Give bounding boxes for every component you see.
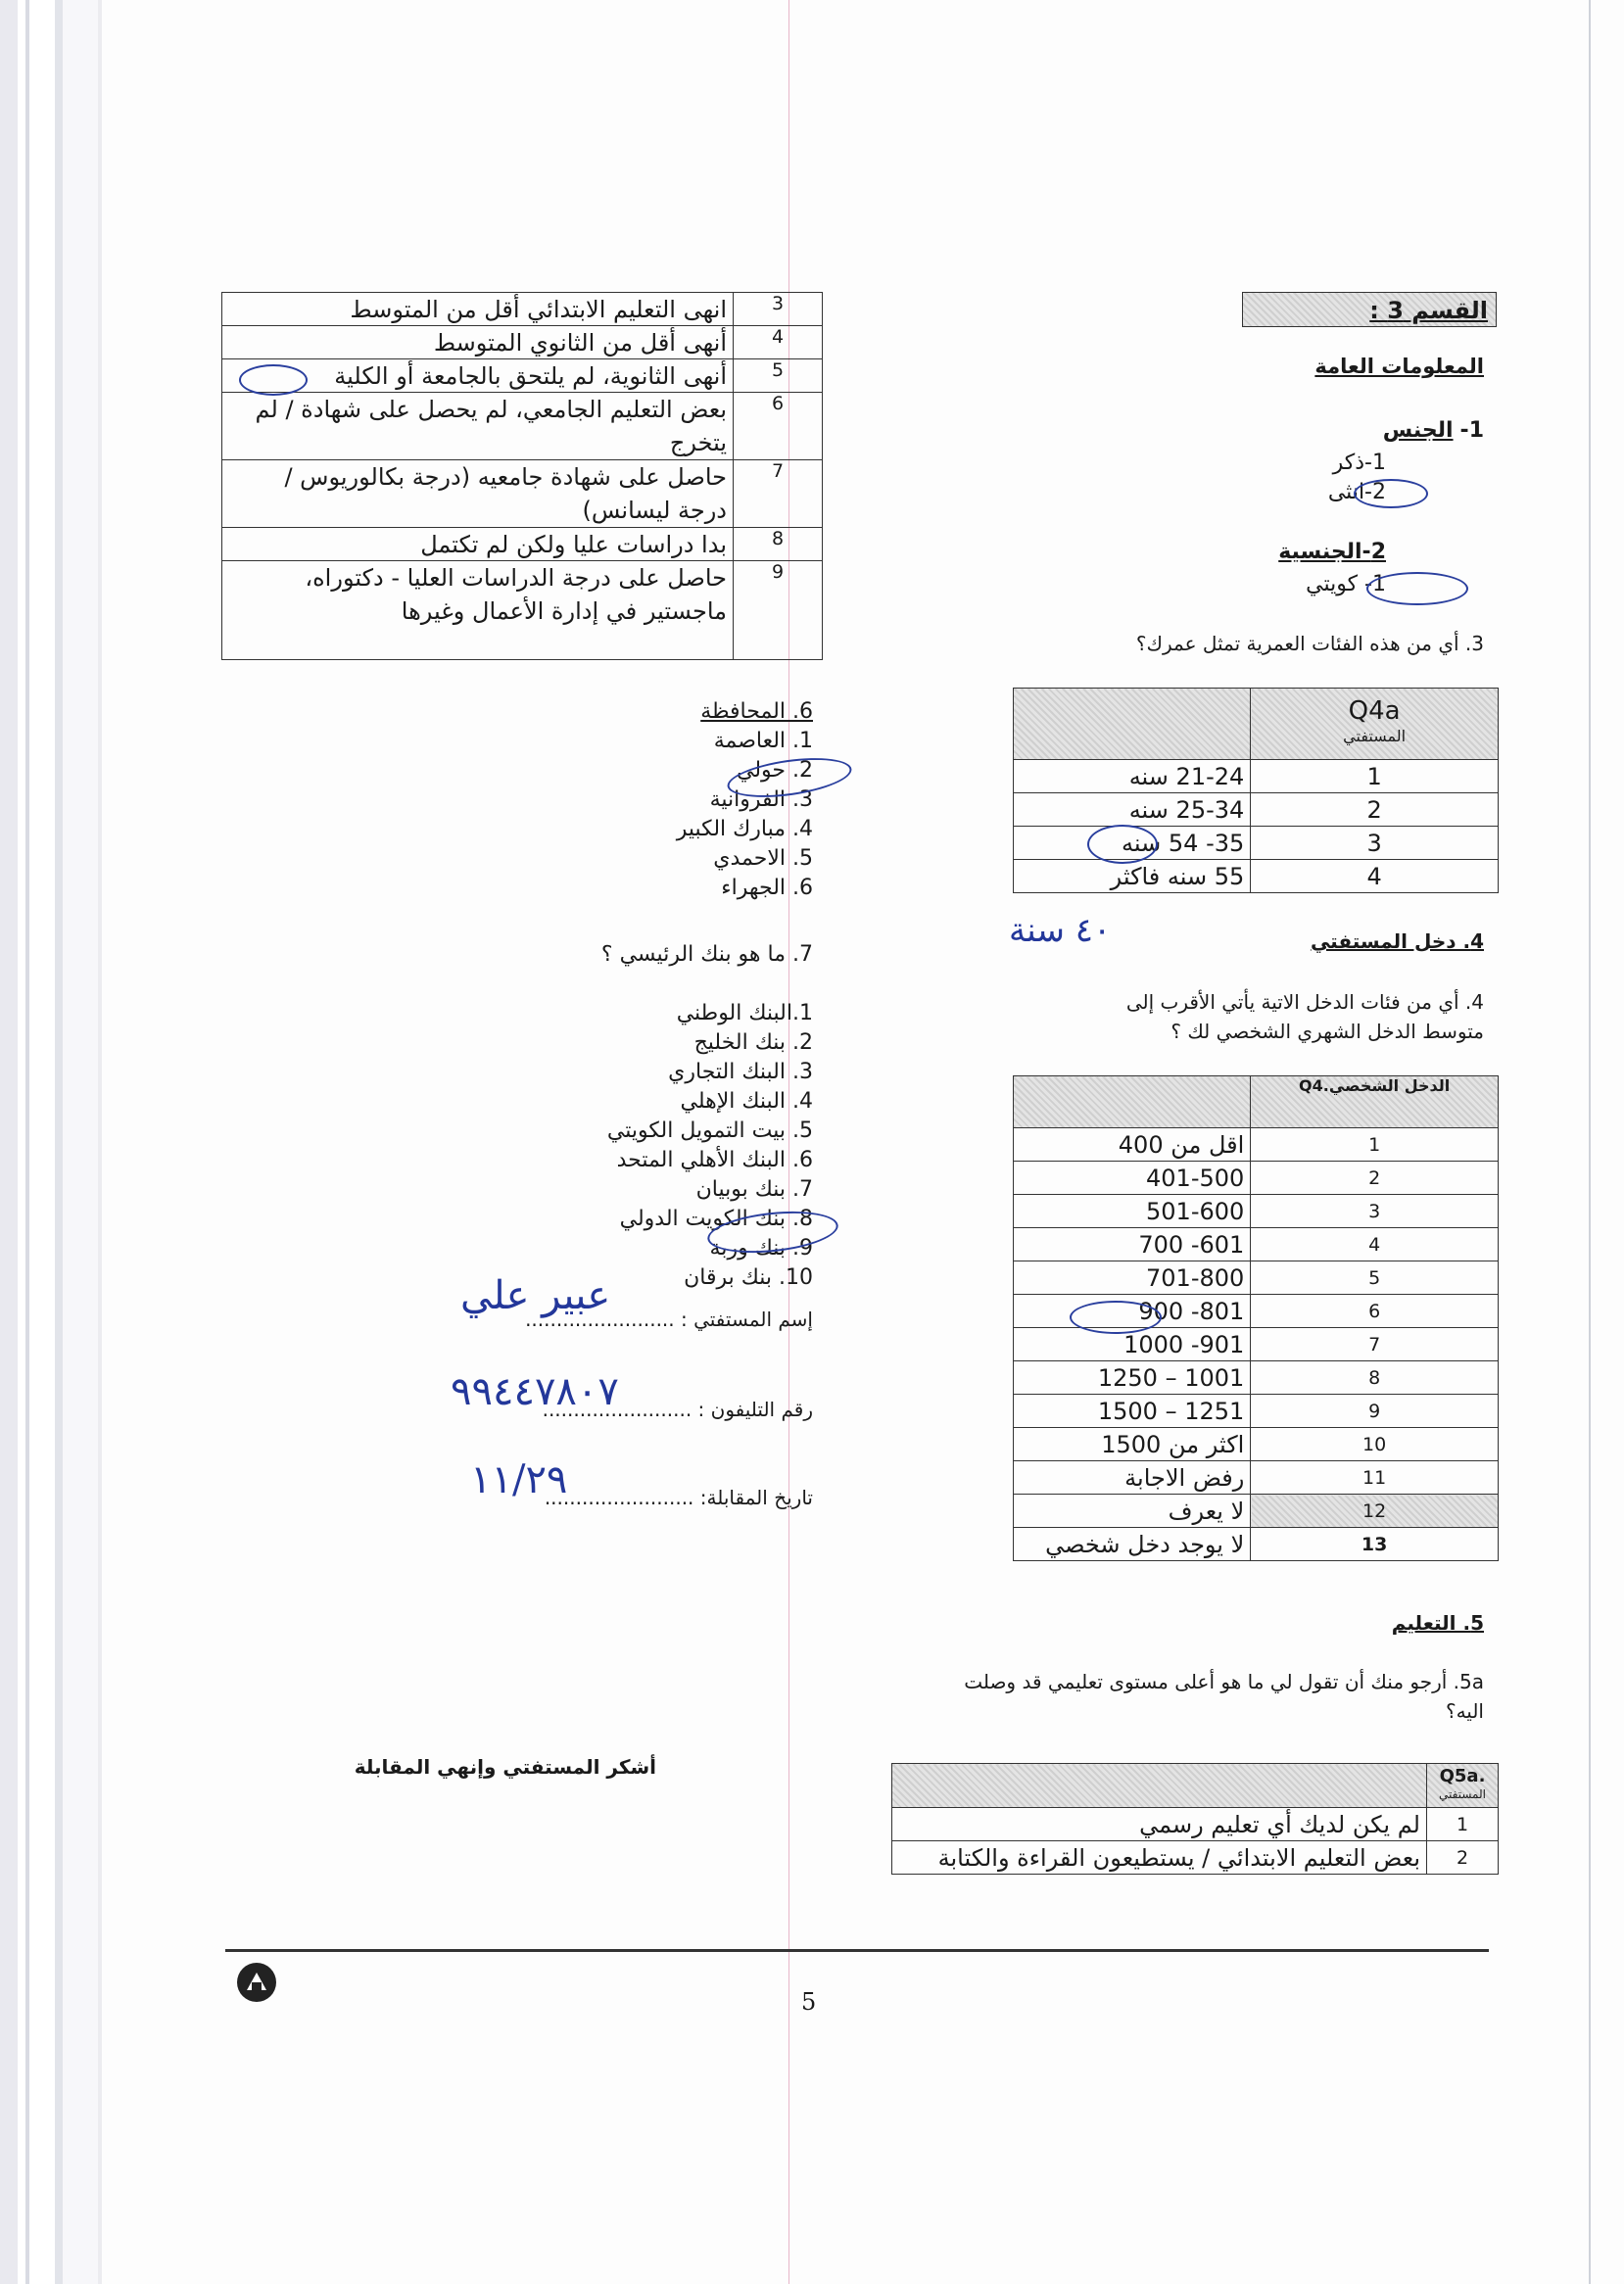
table-row[interactable] bbox=[1014, 1428, 1499, 1461]
q6-option[interactable]: 4. مبارك الكبير bbox=[676, 817, 813, 841]
edu-row-code: 4 bbox=[734, 326, 823, 359]
income-table-header bbox=[1014, 1076, 1499, 1128]
q1-label: الجنس bbox=[1382, 418, 1454, 443]
table-row[interactable] bbox=[1014, 1361, 1499, 1395]
q4-text-line2: متوسط الدخل الشهري الشخصي لك ؟ bbox=[1170, 1020, 1484, 1043]
table-row[interactable] bbox=[1014, 760, 1499, 793]
q6-option[interactable]: 5. الاحمدي bbox=[713, 846, 813, 871]
section-title-text: القسم 3 : bbox=[1369, 297, 1488, 324]
q5-text-line2: اليه؟ bbox=[1445, 1699, 1484, 1723]
table-row[interactable] bbox=[1014, 1395, 1499, 1428]
age-table-header bbox=[1014, 689, 1499, 760]
income-row-label: 1001 – 1250 bbox=[1014, 1361, 1251, 1395]
table-row[interactable] bbox=[1014, 1228, 1499, 1261]
income-row-label: لا يعرف bbox=[1014, 1495, 1251, 1528]
age-header-sub: المستفتي bbox=[1343, 727, 1407, 745]
table-row[interactable] bbox=[1014, 1195, 1499, 1228]
income-row-label: 901- 1000 bbox=[1014, 1328, 1251, 1361]
q6-block bbox=[549, 697, 813, 903]
income-row-label: رفض الاجابة bbox=[1014, 1461, 1251, 1495]
edu-row-label: بعض التعليم الجامعي، لم يحصل على شهادة / لم يتخرج bbox=[222, 393, 734, 460]
q7-option[interactable]: 3. البنك التجاري bbox=[668, 1060, 813, 1084]
q7-option[interactable]: 1.البنك الوطني bbox=[676, 1001, 813, 1025]
table-row[interactable] bbox=[1014, 1261, 1499, 1295]
income-row-label: 801- 900 bbox=[1014, 1295, 1251, 1328]
q7-label: 7. ما هو بنك الرئيسي ؟ bbox=[600, 942, 813, 967]
age-table bbox=[1013, 688, 1499, 893]
closing-note: أشكر المستفتي وإنهي المقابلة bbox=[354, 1755, 656, 1779]
edu-header-sub: المستفتي bbox=[1439, 1787, 1486, 1801]
footer-rule bbox=[225, 1949, 1489, 1952]
income-row-label: 401-500 bbox=[1014, 1162, 1251, 1195]
edu-row-label: بدا دراسات عليا ولكن لم تكتمل bbox=[222, 528, 734, 561]
edu-row-code: 7 bbox=[734, 460, 823, 528]
income-row-code: 13 bbox=[1251, 1528, 1499, 1561]
edu-header-blank bbox=[892, 1764, 1427, 1808]
income-row-label: اقل من 400 bbox=[1014, 1128, 1251, 1162]
income-row-code: 3 bbox=[1251, 1195, 1499, 1228]
edu-row-label: أنهى الثانوية، لم يلتحق بالجامعة أو الكلية bbox=[222, 359, 734, 393]
income-row-label: 501-600 bbox=[1014, 1195, 1251, 1228]
age-row-code: 2 bbox=[1251, 793, 1499, 827]
answer-circle-q1 bbox=[1354, 479, 1428, 508]
edu-row-label: حاصل على درجة الدراسات العليا - دكتوراه، ماجستير في إدارة الأعمال وغيرها bbox=[222, 561, 734, 660]
table-row[interactable] bbox=[1014, 1128, 1499, 1162]
answer-circle-age bbox=[1087, 825, 1158, 864]
income-row-label: لا يوجد دخل شخصي bbox=[1014, 1528, 1251, 1561]
edu-header-code: Q5a. bbox=[1439, 1766, 1486, 1786]
edu-row-label: أنهى أقل من الثانوي المتوسط bbox=[222, 326, 734, 359]
income-row-code: 12 bbox=[1251, 1495, 1499, 1528]
age-row-label: 55 سنه فاكثر bbox=[1014, 860, 1251, 893]
income-row-label: اكثر من 1500 bbox=[1014, 1428, 1251, 1461]
respondent-phone-value: ٩٩٤٤٧٨٠٧ bbox=[451, 1369, 619, 1414]
age-row-label: 21-24 سنه bbox=[1014, 760, 1251, 793]
answer-circle-income bbox=[1070, 1301, 1162, 1334]
edu-row-label: بعض التعليم الابتدائي / يستطيعون القراءة والكتابة bbox=[892, 1841, 1427, 1875]
respondent-phone-label: رقم التليفون : ........................ bbox=[542, 1398, 813, 1421]
age-header bbox=[1251, 689, 1499, 760]
q6-option[interactable]: 1. العاصمة bbox=[713, 729, 813, 753]
edu-row-label: حاصل على شهادة جامعيه (درجة بكالوريوس / درجة ليسانس) bbox=[222, 460, 734, 528]
section-title bbox=[1242, 292, 1497, 327]
table-row[interactable] bbox=[222, 528, 823, 561]
table-row[interactable] bbox=[222, 293, 823, 326]
table-row[interactable] bbox=[222, 326, 823, 359]
q5-heading: 5. التعليم bbox=[1391, 1611, 1484, 1635]
q7-option[interactable]: 9. بنك وربة bbox=[709, 1236, 813, 1261]
age-header-blank bbox=[1014, 689, 1251, 760]
age-header-code: Q4a bbox=[1348, 696, 1401, 726]
table-row[interactable] bbox=[222, 359, 823, 393]
q7-option[interactable]: 10. بنك برقان bbox=[684, 1265, 813, 1290]
age-row-code: 4 bbox=[1251, 860, 1499, 893]
q6-option[interactable]: 2. حولي bbox=[737, 758, 813, 783]
education-table-header bbox=[892, 1764, 1499, 1808]
income-row-code: 10 bbox=[1251, 1428, 1499, 1461]
q7-option[interactable]: 2. بنك الخليج bbox=[693, 1030, 813, 1055]
table-row[interactable] bbox=[892, 1841, 1499, 1875]
income-row-code: 11 bbox=[1251, 1461, 1499, 1495]
edu-row-code: 8 bbox=[734, 528, 823, 561]
income-row-code: 5 bbox=[1251, 1261, 1499, 1295]
education-table-continued bbox=[221, 292, 823, 660]
footer-logo-icon bbox=[237, 1963, 276, 2002]
q1-block bbox=[1273, 416, 1484, 446]
income-row-code: 9 bbox=[1251, 1395, 1499, 1428]
table-row[interactable] bbox=[1014, 1162, 1499, 1195]
q4-heading: 4. دخل المستفتي bbox=[1310, 929, 1484, 953]
age-row-label: 35- 54 سنه bbox=[1014, 827, 1251, 860]
edu-row-code: 5 bbox=[734, 359, 823, 393]
q5-text-line1: 5a. أرجو منك أن تقول لي ما هو أعلى مستوى تعليمي قد وصلت bbox=[964, 1670, 1484, 1693]
table-row[interactable] bbox=[222, 393, 823, 460]
edu-row-label: لم يكن لديك أي تعليم رسمي bbox=[892, 1808, 1427, 1841]
interview-date-label: تاريخ المقابلة: ........................ bbox=[544, 1486, 813, 1509]
age-row-label: 25-34 سنه bbox=[1014, 793, 1251, 827]
edu-header bbox=[1427, 1764, 1499, 1808]
general-info-heading: المعلومات العامة bbox=[1314, 355, 1484, 378]
income-row-label: 601- 700 bbox=[1014, 1228, 1251, 1261]
q4-text-line1: 4. أي من فئات الدخل الاتية يأتي الأقرب إلى bbox=[1125, 990, 1484, 1014]
page-number: 5 bbox=[801, 1988, 817, 2016]
q7-option[interactable]: 4. البنك الإهلي bbox=[680, 1089, 813, 1114]
income-row-label: 1251 – 1500 bbox=[1014, 1395, 1251, 1428]
answer-circle-q2 bbox=[1366, 572, 1468, 605]
q1-option-2[interactable]: 2-انثى bbox=[1327, 480, 1386, 504]
respondent-name-value: عبير علي bbox=[460, 1273, 611, 1318]
q6-label: 6. المحافظة bbox=[700, 699, 813, 724]
table-row[interactable] bbox=[1014, 793, 1499, 827]
income-row-label: 701-800 bbox=[1014, 1261, 1251, 1295]
handwritten-age: ٤٠ سنة bbox=[1009, 911, 1112, 950]
table-row[interactable] bbox=[1014, 1495, 1499, 1528]
income-header: Q4.الدخل الشخصي bbox=[1251, 1076, 1499, 1128]
q7-option[interactable]: 5. بيت التمويل الكويتي bbox=[606, 1118, 813, 1143]
income-row-code: 1 bbox=[1251, 1128, 1499, 1162]
income-row-code: 2 bbox=[1251, 1162, 1499, 1195]
q5-question bbox=[911, 1667, 1484, 1726]
respondent-name-label: إسم المستفتي : ........................ bbox=[525, 1308, 813, 1331]
income-row-code: 6 bbox=[1251, 1295, 1499, 1328]
table-row[interactable] bbox=[892, 1808, 1499, 1841]
q6-option[interactable]: 3. الفروانية bbox=[709, 787, 813, 812]
table-row[interactable] bbox=[1014, 1328, 1499, 1361]
q7-option[interactable]: 8. بنك الكويت الدولي bbox=[619, 1207, 813, 1231]
education-table bbox=[891, 1763, 1499, 1875]
table-row[interactable] bbox=[1014, 1528, 1499, 1561]
q3-question: 3. أي من هذه الفئات العمرية تمثل عمرك؟ bbox=[1135, 632, 1484, 655]
table-row[interactable] bbox=[222, 561, 823, 660]
income-row-code: 8 bbox=[1251, 1361, 1499, 1395]
edu-row-code: 2 bbox=[1427, 1841, 1499, 1875]
age-row-code: 3 bbox=[1251, 827, 1499, 860]
edu-row-label: انهى التعليم الابتدائي أقل من المتوسط bbox=[222, 293, 734, 326]
income-row-code: 4 bbox=[1251, 1228, 1499, 1261]
q7-option[interactable]: 6. البنك الأهلي المتحد bbox=[616, 1148, 813, 1172]
edu-row-code: 6 bbox=[734, 393, 823, 460]
income-row-code: 7 bbox=[1251, 1328, 1499, 1361]
q4-question bbox=[1077, 987, 1484, 1046]
q1-number: 1- bbox=[1459, 418, 1484, 443]
income-header-blank bbox=[1014, 1076, 1251, 1128]
table-row[interactable] bbox=[1014, 860, 1499, 893]
q6-option[interactable]: 6. الجهراء bbox=[721, 876, 813, 900]
table-row[interactable] bbox=[222, 460, 823, 528]
q2-option-1[interactable]: 1- كويتي bbox=[1306, 572, 1386, 596]
q1-option-1[interactable]: 1-ذكر bbox=[1332, 451, 1386, 475]
binder-edge bbox=[0, 0, 147, 2284]
q1-question bbox=[1273, 416, 1484, 446]
table-row[interactable] bbox=[1014, 1461, 1499, 1495]
answer-circle-education bbox=[239, 364, 308, 396]
edu-row-code: 9 bbox=[734, 561, 823, 660]
age-row-code: 1 bbox=[1251, 760, 1499, 793]
page-edge bbox=[1589, 0, 1591, 2284]
q7-option[interactable]: 7. بنك بوبيان bbox=[695, 1177, 813, 1202]
table-row[interactable] bbox=[1014, 827, 1499, 860]
q2-label: 2-الجنسية bbox=[1278, 540, 1386, 564]
edu-row-code: 1 bbox=[1427, 1808, 1499, 1841]
edu-row-code: 3 bbox=[734, 293, 823, 326]
interview-date-value: ١١/٢٩ bbox=[470, 1457, 568, 1502]
